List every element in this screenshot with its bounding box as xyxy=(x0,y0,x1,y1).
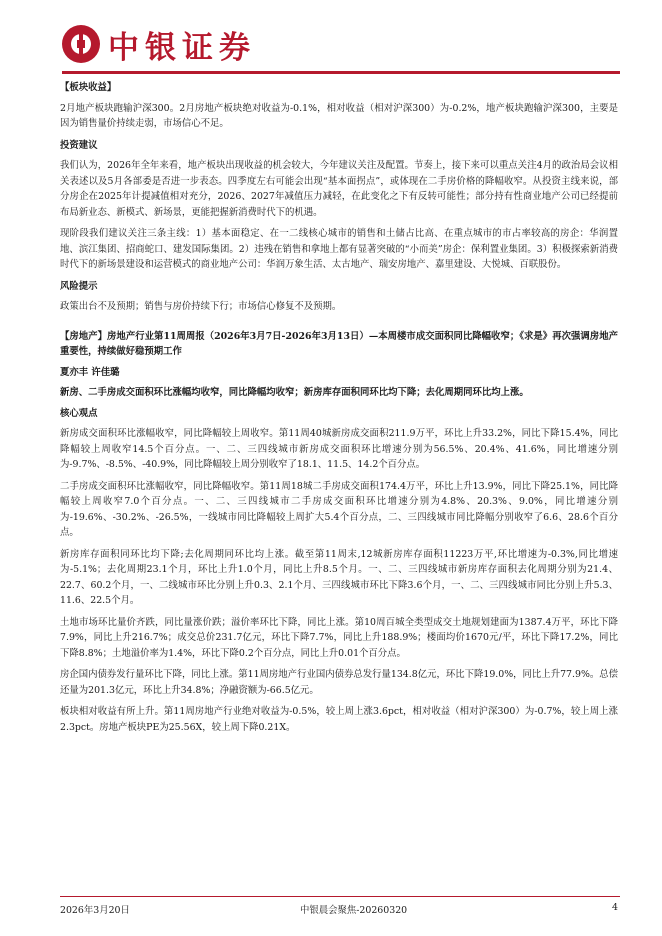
bank-of-china-logo-icon xyxy=(62,25,100,63)
core-paragraph-5: 房企国内债券发行量环比下降，同比上涨。第11周房地产行业国内债券总发行量134.8亿元，环比下降19.0%，同比上升77.9%。总偿还量为201.3亿元，环比上升34.8%；净融资额为-66.5亿元。 xyxy=(60,669,618,696)
weekly-report-title: 【房地产】房地产行业第11周周报（2026年3月7日-2026年3月13日）—本周楼市成交面积同比降幅收窄；《求是》再次强调房地产重要性，持续做好稳预期工作 xyxy=(60,330,618,357)
page-header xyxy=(0,0,662,72)
core-paragraph-3: 新房库存面积同环比均下降;去化周期同环比均上涨。截至第11周末,12城新房库存面积11223万平,环比增速为-0.3%,同比增速为-5.1%；去化周期23.1个月，环比上升1.0个月，同比上升8.5个月。一、二、三四线城市新房库存面积去化周期分别为21.4、22.7、60.2个月，一、二线城市环比分别上升0.3、2.1个月、三四线城市环比下降3.6个月，一、二、三四线城市同比分别上升5.3、11.6、22.5个月。 xyxy=(60,548,618,606)
footer-doc-name: 中银晨会聚焦-20260320 xyxy=(300,905,408,916)
advice-heading: 投资建议 xyxy=(60,139,98,151)
sector-return-text: 2月地产板块跑输沪深300。2月房地产板块绝对收益为-0.1%，相对收益（相对沪深300）为-0.2%，地产板块跑输沪深300，主要是因为销售量价持续走弱，市场信心不足。 xyxy=(60,102,618,129)
risk-text: 政策出台不及预期；销售与房价持续下行；市场信心修复不及预期。 xyxy=(60,301,342,312)
core-views-heading: 核心观点 xyxy=(60,407,98,419)
core-paragraph-1: 新房成交面积环比涨幅收窄，同比降幅较上周收窄。第11周40城新房成交面积211.9万平，环比上升33.2%，同比下降15.4%，同比降幅较上周收窄14.5个百分点。一、二、三四线城市新房成交面积环比增速分别为56.5%、20.4%、41.6%，同比增速分别为-9.7%、-8.5%、-40.9%，同比降幅较上周分别收窄了18.1、11.5、14.2个百分点。 xyxy=(60,428,618,470)
advice-paragraph-1: 我们认为，2026年全年来看，地产板块出现收益的机会较大，今年建议关注及配置。节奏上，接下来可以重点关注4月的政治局会议相关表述以及5月各部委是否进一步表态。四季度左右可能会出现“基本面拐点”，或体现在二手房价格的降幅收窄。从投资主线来说，部分房企在2025年计提减值相对充分，2026、2027年减值压力减轻，在此变化之下有反转可能性；部分持有性商业地产公司已经提前布局新业态、新模式、新场景，更能把握新消费时代下的机遇。 xyxy=(60,160,618,218)
core-paragraph-2: 二手房成交面积环比涨幅收窄，同比降幅收窄。第11周18城二手房成交面积174.4万平，环比上升13.9%，同比下降25.1%，同比降幅较上周收窄7.0个百分点。一、二、三四线城市二手房成交面积环比增速分别为4.8%、20.3%、9.0%，同比增速分别为-19.6%、-30.2%、-26.5%，一线城市同比降幅较上周扩大5.4个百分点，二、三四线城市同比降幅分别收窄了6.6、28.6个百分点。 xyxy=(60,480,618,538)
summary-statement: 新房、二手房成交面积环比涨幅均收窄，同比降幅均收窄；新房库存面积同环比均下降；去化周期同环比均上涨。 xyxy=(60,387,529,398)
footer-date: 2026年3月20日 xyxy=(60,905,130,916)
risk-heading: 风险提示 xyxy=(60,280,98,292)
document-body xyxy=(60,80,618,741)
footer-divider xyxy=(60,896,620,897)
report-authors: 夏亦丰 许佳璐 xyxy=(60,366,120,378)
core-paragraph-4: 土地市场环比量价齐跌，同比量涨价跌；溢价率环比下降，同比上涨。第10周百城全类型成交土地规划建面为1387.4万平，环比下降7.9%，同比上升216.7%；成交总价231.7亿元，环比下降7.7%，同比上升188.9%；楼面均价1670元/平，环比下降17.2%，同比下降8.8%；土地溢价率为1.4%，环比下降0.2个百分点，同比上升0.01个百分点。 xyxy=(60,616,618,659)
sector-return-heading: 【板块收益】 xyxy=(60,82,117,93)
brand-name: 中银证券 xyxy=(108,30,256,66)
page-number: 4 xyxy=(612,902,618,913)
header-divider xyxy=(62,71,620,74)
advice-paragraph-2: 现阶段我们建议关注三条主线：1）基本面稳定、在一二线核心城市的销售和土储占比高、在重点城市的市占率较高的房企：华润置地、滨江集团、招商蛇口、建发国际集团。2）违残在销售和拿地上都有显著突破的“小而美”房企：保利置业集团。3）积极探索新消费时代下的新场景建设和运营模式的商业地产公司：华润万象生活、太古地产、瑞安房地产、嘉里建设、大悦城、百联股份。 xyxy=(60,228,618,270)
core-paragraph-6: 板块相对收益有所上升。第11周房地产行业绝对收益为-0.5%，较上周上涨3.6pct，相对收益（相对沪深300）为-0.7%，较上周上涨2.3pct。房地产板块PE为25.56X，较上周下降0.21X。 xyxy=(60,706,618,733)
